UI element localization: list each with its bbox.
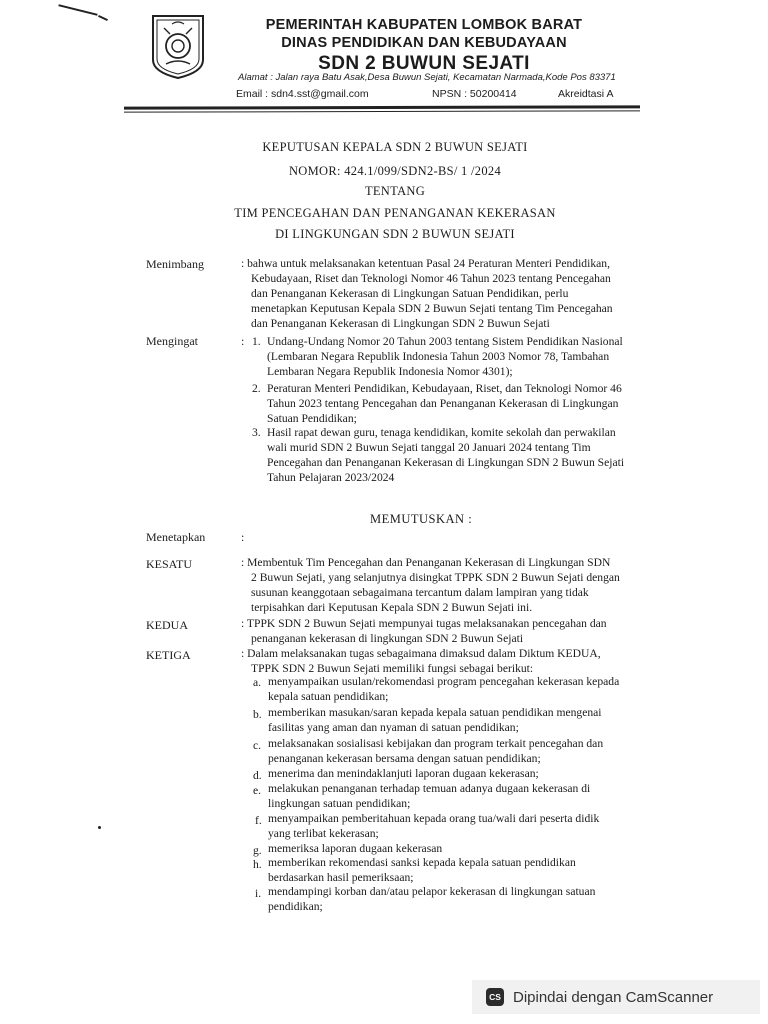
text-line: : Membentuk Tim Pencegahan dan Penanganan Kekerasan di Lingkungan SDN bbox=[241, 556, 611, 569]
text-line: berdasarkan hasil pemeriksaan; bbox=[268, 871, 414, 884]
text-line: melakukan penanganan terhadap temuan adanya dugaan kekerasan di bbox=[268, 782, 591, 795]
text-line: (Lembaran Negara Republik Indonesia Tahun 2003 Nomor 78, Tambahan bbox=[267, 350, 610, 363]
text-line: memberikan masukan/saran kepada kepala satuan pendidikan mengenai bbox=[268, 706, 602, 719]
list-letter: a. bbox=[253, 676, 262, 689]
list-number: 1. bbox=[252, 335, 261, 348]
text-line: mendampingi korban dan/atau pelapor kekerasan di lingkungan satuan bbox=[268, 885, 596, 898]
camscanner-watermark bbox=[472, 980, 760, 1014]
text-line: TPPK SDN 2 Buwun Sejati memiliki fungsi sebagai berikut: bbox=[251, 662, 534, 675]
text-line: Tahun Pelajaran 2023/2024 bbox=[267, 471, 395, 484]
ketiga-item-d bbox=[268, 766, 674, 781]
ketiga-item-a bbox=[268, 674, 674, 704]
list-letter: b. bbox=[253, 708, 262, 721]
mengingat-label: Mengingat bbox=[146, 334, 198, 348]
text-line: Peraturan Menteri Pendidikan, Kebudayaan, Riset, dan Teknologi Nomor 46 bbox=[267, 382, 622, 395]
list-letter: g. bbox=[253, 844, 262, 857]
text-line: yang terlibat kekerasan; bbox=[268, 827, 379, 840]
decree-number: NOMOR: 424.1/099/SDN2-BS/ 1 /2024 bbox=[288, 164, 501, 178]
text-line: : TPPK SDN 2 Buwun Sejati mempunyai tugas melaksanakan pencegahan dan bbox=[241, 617, 607, 630]
text-line: : bahwa untuk melaksanakan ketentuan Pasal 24 Peraturan Menteri Pendidikan, bbox=[241, 257, 610, 270]
decree-about: TENTANG bbox=[364, 184, 426, 198]
ketiga-item-h bbox=[268, 855, 674, 885]
ketiga-item-g bbox=[268, 841, 674, 856]
pen-dot bbox=[98, 826, 101, 829]
ketiga-label: KETIGA bbox=[146, 648, 191, 662]
agency-line-1: PEMERINTAH KABUPATEN LOMBOK BARAT bbox=[265, 17, 583, 33]
mengingat-colon: : bbox=[241, 334, 245, 348]
decree-title: KEPUTUSAN KEPALA SDN 2 BUWUN SEJATI bbox=[262, 140, 528, 154]
kedua-label: KEDUA bbox=[146, 618, 188, 632]
school-email: Email : sdn4.sst@gmail.com bbox=[236, 88, 369, 100]
text-line: : Dalam melaksanakan tugas sebagaimana dimaksud dalam Diktum KEDUA, bbox=[241, 647, 601, 660]
text-line: Satuan Pendidikan; bbox=[267, 412, 357, 425]
mengingat-item-2 bbox=[267, 381, 677, 426]
text-line: 2 Buwun Sejati, yang selanjutnya disingkat TPPK SDN 2 Buwun Sejati dengan bbox=[251, 571, 620, 584]
list-letter: f. bbox=[255, 814, 262, 827]
text-line: dan Penanganan Kekerasan di Lingkungan SDN 2 Buwun Sejati bbox=[251, 317, 550, 330]
camscanner-icon: CS bbox=[486, 988, 504, 1006]
ketiga-text bbox=[241, 646, 673, 676]
list-number: 2. bbox=[252, 382, 261, 395]
text-line: lingkungan satuan pendidikan; bbox=[268, 797, 411, 810]
decree-topic-line-2: DI LINGKUNGAN SDN 2 BUWUN SEJATI bbox=[275, 227, 515, 241]
list-letter: e. bbox=[253, 784, 262, 797]
ketiga-item-i bbox=[268, 884, 674, 914]
letterhead bbox=[214, 16, 634, 76]
text-line: Tahun 2023 tentang Pencegahan dan Penanganan Kekerasan di Lingkungan bbox=[267, 397, 619, 410]
text-line: Lembaran Negara Republik Indonesia Nomor 4301); bbox=[267, 365, 513, 378]
text-line: penanganan kekerasan bersama dengan satuan pendidikan; bbox=[268, 752, 541, 765]
text-line: menetapkan Keputusan Kepala SDN 2 Buwun Sejati tentang Tim Pencegahan bbox=[251, 302, 613, 315]
text-line: menyampaikan pemberitahuan kepada orang tua/wali dari peserta didik bbox=[268, 812, 600, 825]
regency-emblem-logo bbox=[150, 14, 206, 80]
text-line: Kebudayaan, Riset dan Teknologi Nomor 46 Tahun 2023 tentang Pencegahan bbox=[251, 272, 611, 285]
kedua-text bbox=[241, 616, 673, 646]
ketiga-item-b bbox=[268, 705, 674, 735]
mengingat-item-1 bbox=[267, 334, 677, 379]
text-line: wali murid SDN 2 Buwun Sejati tanggal 20 Januari 2024 tentang Tim bbox=[267, 441, 591, 454]
text-line: memeriksa laporan dugaan kekerasan bbox=[268, 842, 443, 855]
menimbang-text bbox=[241, 256, 673, 331]
list-letter: h. bbox=[253, 858, 262, 871]
pen-mark bbox=[98, 15, 108, 21]
list-letter: i. bbox=[255, 887, 262, 900]
text-line: menyampaikan usulan/rekomendasi program pencegahan kekerasan kepada bbox=[268, 675, 620, 688]
kesatu-text bbox=[241, 555, 673, 615]
decree-topic-line-1: TIM PENCEGAHAN DAN PENANGANAN KEKERASAN bbox=[234, 206, 556, 220]
text-line: susunan keanggotaan sebagaimana tercantum dalam lampiran yang tidak bbox=[251, 586, 589, 599]
kesatu-label: KESATU bbox=[146, 557, 193, 571]
accreditation: Akreidtasi A bbox=[558, 88, 614, 100]
text-line: melaksanakan sosialisasi kebijakan dan program terkait pencegahan dan bbox=[268, 737, 604, 750]
text-line: terpisahkan dari Keputusan Kepala SDN 2 Buwun Sejati ini. bbox=[251, 601, 533, 614]
memutuskan-heading: MEMUTUSKAN : bbox=[370, 512, 473, 526]
text-line: Pencegahan dan Penanganan Kekerasan di Lingkungan SDN 2 Buwun Sejati bbox=[267, 456, 625, 469]
ketiga-item-f bbox=[268, 811, 674, 841]
list-letter: d. bbox=[253, 769, 262, 782]
camscanner-text: Dipindai dengan CamScanner bbox=[513, 988, 714, 1006]
text-line: kepala satuan pendidikan; bbox=[268, 690, 389, 703]
text-line: dan Penanganan Kekerasan di Lingkungan Satuan Pendidikan, perlu bbox=[251, 287, 569, 300]
school-address: Alamat : Jalan raya Batu Asak,Desa Buwun Sejati, Kecamatan Narmada,Kode Pos 83371 bbox=[238, 72, 616, 83]
text-line: fasilitas yang aman dan nyaman di satuan pendidikan; bbox=[268, 721, 519, 734]
ketiga-item-c bbox=[268, 736, 674, 766]
school-npsn: NPSN : 50200414 bbox=[432, 88, 517, 100]
letterhead-rule-thin bbox=[124, 110, 640, 112]
agency-line-2: DINAS PENDIDIKAN DAN KEBUDAYAAN bbox=[281, 35, 567, 51]
text-line: pendidikan; bbox=[268, 900, 323, 913]
mengingat-item-3 bbox=[267, 425, 677, 485]
list-number: 3. bbox=[252, 426, 261, 439]
school-name: SDN 2 BUWUN SEJATI bbox=[318, 53, 530, 74]
text-line: menerima dan menindaklanjuti laporan dugaan kekerasan; bbox=[268, 767, 539, 780]
pen-mark bbox=[58, 4, 97, 16]
text-line: penanganan kekerasan di lingkungan SDN 2 Buwun Sejati bbox=[251, 632, 524, 645]
menetapkan-label: Menetapkan bbox=[146, 530, 206, 544]
text-line: memberikan rekomendasi sanksi kepada kepala satuan pendidikan bbox=[268, 856, 576, 869]
list-letter: c. bbox=[253, 739, 262, 752]
menetapkan-colon: : bbox=[241, 530, 245, 544]
ketiga-item-e bbox=[268, 781, 674, 811]
letterhead-rule-thick bbox=[124, 105, 640, 109]
text-line: Undang-Undang Nomor 20 Tahun 2003 tentang Sistem Pendidikan Nasional bbox=[267, 335, 623, 348]
text-line: Hasil rapat dewan guru, tenaga kendidikan, komite sekolah dan perwakilan bbox=[267, 426, 616, 439]
menimbang-label: Menimbang bbox=[146, 257, 204, 271]
